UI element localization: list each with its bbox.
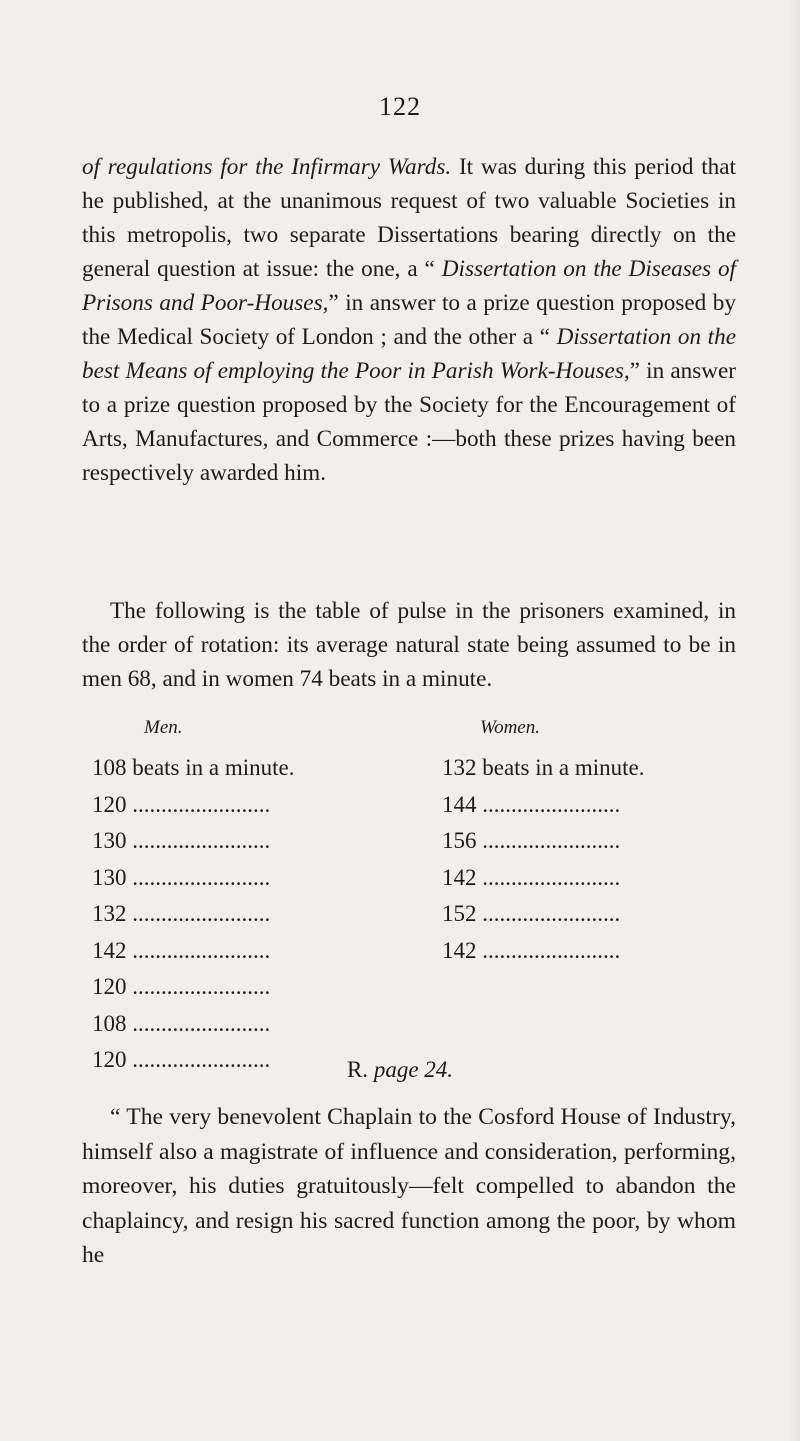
men-pulse-row: 130 ........................ xyxy=(92,864,271,890)
page-reference xyxy=(0,1057,800,1083)
text-run: It was during this period that he published, at the unanimous request of two valuable Societies in this metropolis, two separate Dissertations bearing directly on the general question at issue: the one, a “ xyxy=(82,154,736,282)
paragraph-infirmary-dissertations xyxy=(82,150,736,490)
italic-title-run: Dissertation on the Diseases of Prisons and Poor-Houses, xyxy=(82,256,736,316)
page-number: 122 xyxy=(379,92,421,121)
women-pulse-row: 142 ........................ xyxy=(442,864,621,890)
men-pulse-row: 132 ........................ xyxy=(92,901,271,926)
paragraph-text xyxy=(82,150,736,490)
page-edge-shadow xyxy=(788,0,800,1441)
women-header: Women. xyxy=(480,717,540,738)
women-pulse-row: 132 beats in a minute. xyxy=(442,755,645,780)
women-pulse-row: 156 ........................ xyxy=(442,828,621,853)
men-pulse-row: 130 ........................ xyxy=(92,828,271,853)
reference-page-label: page 24. xyxy=(373,1057,454,1082)
men-pulse-row: 120 ........................ xyxy=(92,974,271,999)
men-rows xyxy=(92,750,422,1079)
reference-prefix: R. xyxy=(346,1057,374,1082)
men-pulse-row: 108 ........................ xyxy=(92,1010,271,1036)
women-rows xyxy=(442,750,762,969)
paragraph-pulse-intro xyxy=(82,594,736,696)
men-pulse-row: 120 ........................ xyxy=(92,1047,271,1072)
paragraph-text: The following is the table of pulse in the prisoners examined, in the order of rotation: its average natural state being assumed to be in men 68, and in women 74 beats in a minute. xyxy=(82,598,736,692)
men-pulse-row: 108 beats in a minute. xyxy=(92,755,295,780)
italic-title-run: Dissertation on the best Means of employing the Poor in Parish Work-Houses, xyxy=(82,324,736,384)
men-pulse-row: 142 ........................ xyxy=(92,937,271,963)
paragraph-text: “ The very benevolent Chaplain to the Cosford House of Industry, himself also a magistrate of influence and consideration, performing, moreover, his duties gratuitously—felt compelled to abandon the chaplaincy, and resign his sacred function among the poor, by whom he xyxy=(82,1104,736,1268)
text-run: ” in answer to a prize question proposed by the Medical Society of London ; and the other a “ xyxy=(82,290,736,350)
women-column xyxy=(442,712,762,969)
text-run: ” in answer to a prize question proposed by the Society for the Encouragement of Arts, Manufactures, and Commerce :—both these prizes having been respectively awarded him. xyxy=(82,358,736,486)
italic-title-run: of regulations for the Infirmary Wards. xyxy=(82,154,452,180)
women-pulse-row: 142 ........................ xyxy=(442,937,621,963)
men-column xyxy=(92,712,422,1079)
men-header: Men. xyxy=(144,717,183,738)
paragraph-chaplain-quote xyxy=(82,1100,736,1273)
women-pulse-row: 144 ........................ xyxy=(442,791,621,817)
men-pulse-row: 120 ........................ xyxy=(92,791,271,817)
women-pulse-row: 152 ........................ xyxy=(442,901,621,926)
